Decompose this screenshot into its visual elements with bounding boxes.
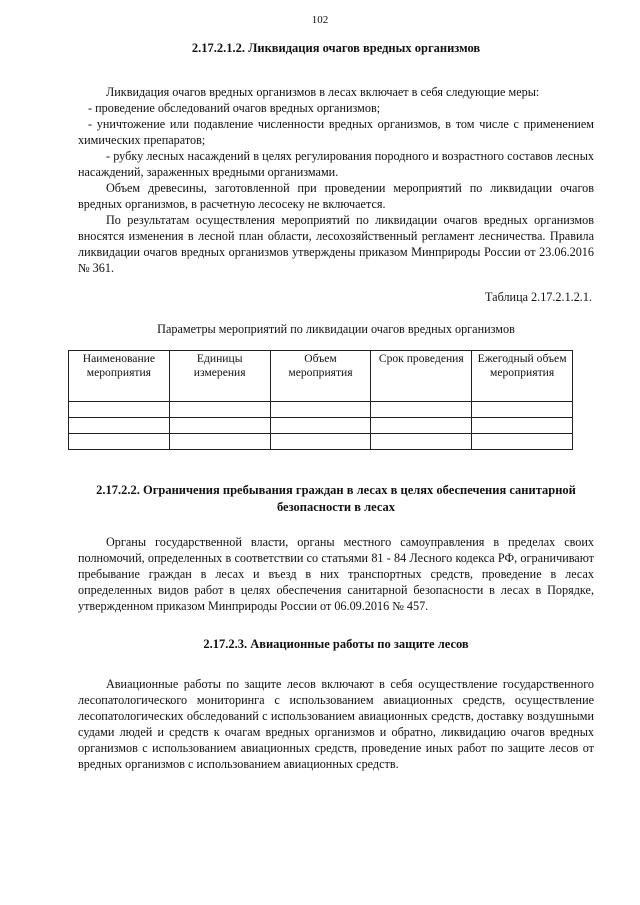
section-heading-restrictions: 2.17.2.2. Ограничения пребывания граждан в лесах в целях обеспечения санитарной безопасности в лесах (96, 483, 576, 514)
table-cell (371, 402, 472, 418)
table-title: Параметры мероприятий по ликвидации очагов вредных организмов (157, 322, 515, 336)
table-cell (69, 402, 170, 418)
table-cell (69, 434, 170, 450)
parameters-table (68, 350, 573, 450)
table-row (69, 434, 573, 450)
section-heading-pest-foci: 2.17.2.1.2. Ликвидация очагов вредных организмов (191, 41, 481, 55)
table-row (69, 418, 573, 434)
paragraph-aviation: Авиационные работы по защите лесов включают в себя осуществление государственного лесопатологического мониторинга с использованием авиационных средств, осуществление лесопатологических обследований с использованием авиационных средств, доставку воздушными судами людей и средств к очагам вредных организмов и обратно, ликвидацию очагов вредных организмов с использованием авиационных средств, проведение иных работ по защите лесов от вредных организмов с использованием авиационных средств. (78, 677, 594, 771)
table-header-row (69, 351, 573, 402)
table-cell (472, 434, 573, 450)
table-cell (472, 418, 573, 434)
table-cell (69, 418, 170, 434)
list-item-destruction: - уничтожение или подавление численности вредных организмов, в том числе с применением химических препаратов; (78, 117, 594, 147)
table-row (69, 402, 573, 418)
paragraph-intro: Ликвидация очагов вредных организмов в лесах включает в себя следующие меры: (106, 85, 540, 99)
column-header-term: Срок проведения (371, 351, 472, 402)
table-cell (169, 418, 270, 434)
list-item-felling: - рубку лесных насаждений в целях регулирования породного и возрастного составов лесных насаждений, зараженных вредными организмами. (78, 149, 594, 179)
table-cell (371, 434, 472, 450)
paragraph-restrictions: Органы государственной власти, органы местного самоуправления в пределах своих полномочий, определенных в соответствии со статьями 81 - 84 Лесного кодекса РФ, ограничивают пребывание граждан в лесах и въезд в них транспортных средств, проведение в лесах определенных видов работ в целях обеспечения санитарной безопасности в лесах в Порядке, утвержденном приказом Минприроды России от 06.09.2016 № 457. (78, 535, 594, 613)
table-cell (270, 418, 371, 434)
column-header-units: Единицы измерения (169, 351, 270, 402)
list-item-surveys: - проведение обследований очагов вредных организмов; (88, 101, 381, 115)
paragraph-results: По результатам осуществления мероприятий по ликвидации очагов вредных организмов вносятся изменения в лесной план области, лесохозяйственный регламент лесничества. Правила ликвидации очагов вредных организмов утверждены приказом Минприроды России от 23.06.2016 № 361. (78, 213, 594, 275)
table-cell (169, 402, 270, 418)
column-header-annual-volume: Ежегодный объем мероприятия (472, 351, 573, 402)
table-cell (169, 434, 270, 450)
section-heading-aviation: 2.17.2.3. Авиационные работы по защите лесов (203, 637, 469, 651)
table-cell (270, 434, 371, 450)
paragraph-wood-volume: Объем древесины, заготовленной при проведении мероприятий по ликвидации очагов вредных организмов, в расчетную лесосеку не включается. (78, 181, 594, 211)
column-header-volume: Объем мероприятия (270, 351, 371, 402)
page-number: 102 (311, 14, 329, 26)
table-cell (270, 402, 371, 418)
table-cell (371, 418, 472, 434)
table-cell (472, 402, 573, 418)
column-header-name: Наименование мероприятия (69, 351, 170, 402)
table-label: Таблица 2.17.2.1.2.1. (485, 290, 592, 304)
